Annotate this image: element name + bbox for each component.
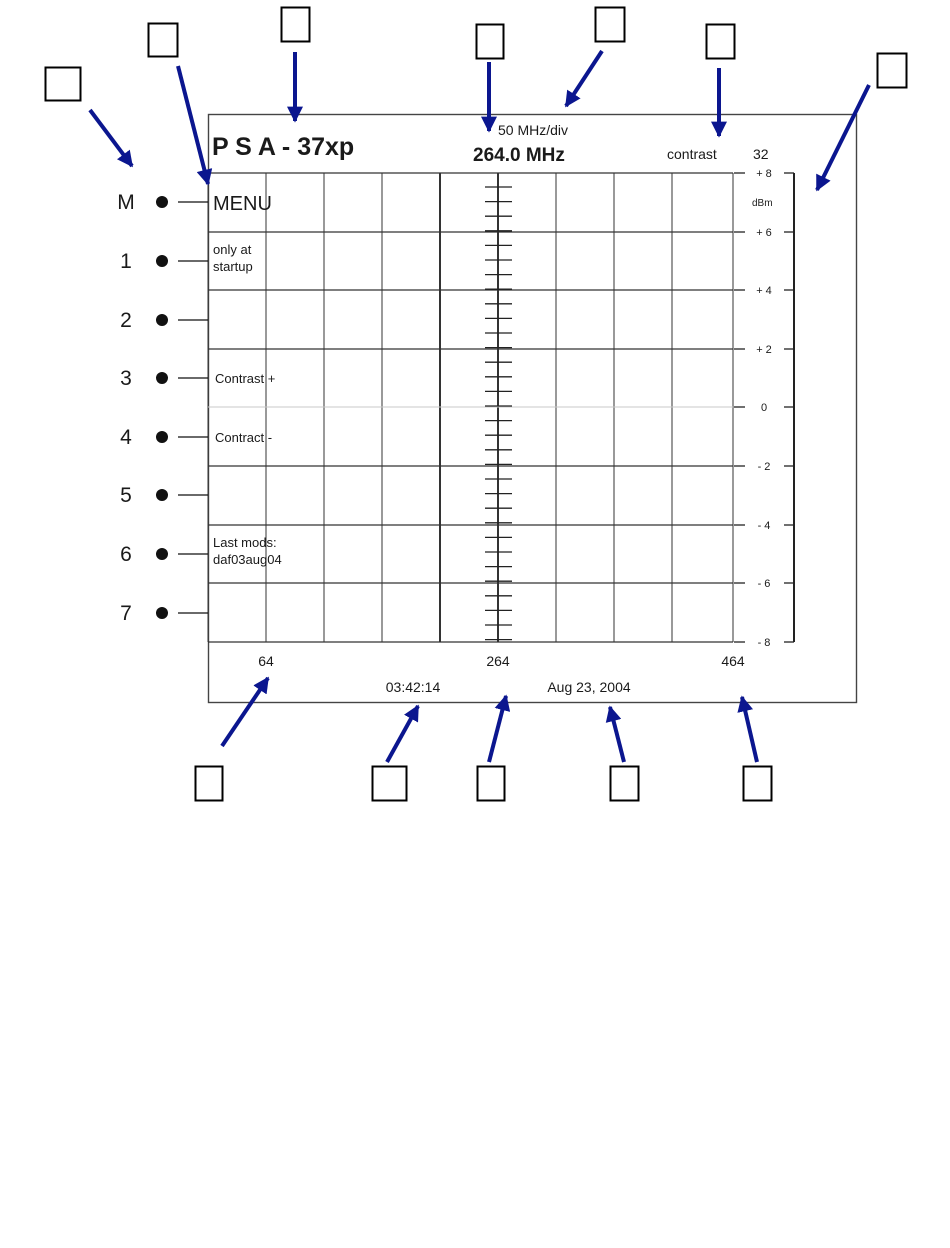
callout-arrow xyxy=(387,706,418,762)
button-dot[interactable] xyxy=(156,314,168,326)
button-dot[interactable] xyxy=(156,431,168,443)
callout-date xyxy=(610,707,639,801)
callout-right-frequency xyxy=(742,697,772,801)
model-name: P S A - 37xp xyxy=(212,133,355,161)
callout-box xyxy=(46,68,81,101)
button-dot[interactable] xyxy=(156,255,168,267)
soft-button-3[interactable] xyxy=(120,367,275,390)
button-dot[interactable] xyxy=(156,489,168,501)
callout-box xyxy=(744,767,772,801)
db-label: - 8 xyxy=(757,637,771,649)
callout-box xyxy=(611,767,639,801)
callout-box xyxy=(707,25,735,59)
freq-label-center: 264 xyxy=(486,653,510,669)
callout-box xyxy=(149,24,178,57)
frequency-span: 50 MHz/div xyxy=(498,122,569,138)
soft-button-m[interactable] xyxy=(117,191,272,215)
db-label: - 2 xyxy=(757,461,771,473)
callout-box xyxy=(477,25,504,59)
callout-arrow xyxy=(90,110,132,166)
callout-button-keys xyxy=(46,68,133,167)
callout-contrast-setting xyxy=(707,25,735,137)
callout-level-scale xyxy=(817,54,907,191)
callout-arrow xyxy=(817,85,869,190)
button-label: startup xyxy=(213,259,253,274)
button-key: 7 xyxy=(120,602,132,625)
soft-buttons xyxy=(117,191,281,625)
button-label: only at xyxy=(213,242,252,257)
db-label: + 8 xyxy=(756,168,772,180)
contrast-value: 32 xyxy=(753,146,769,162)
freq-label-left: 64 xyxy=(258,653,274,669)
button-dot[interactable] xyxy=(156,372,168,384)
soft-button-4[interactable] xyxy=(120,426,272,449)
db-label: - 4 xyxy=(757,520,771,532)
time-readout: 03:42:14 xyxy=(385,679,441,695)
db-label: 0 xyxy=(760,402,768,414)
soft-button-2[interactable] xyxy=(120,309,208,332)
callout-arrow xyxy=(222,678,268,746)
button-key: 3 xyxy=(120,367,132,390)
button-label: Last mods: xyxy=(213,535,277,550)
db-label: - 6 xyxy=(757,578,771,590)
button-key: 6 xyxy=(120,543,132,566)
callout-time xyxy=(373,706,419,801)
button-label: daf03aug04 xyxy=(213,552,282,567)
grid xyxy=(208,173,733,642)
callout-center-frequency-marker xyxy=(478,696,507,801)
callout-box xyxy=(282,8,310,42)
callout-arrow xyxy=(489,696,506,762)
callout-box xyxy=(196,767,223,801)
button-dot[interactable] xyxy=(156,548,168,560)
button-label: Contrast + xyxy=(215,371,276,386)
callout-box xyxy=(478,767,505,801)
soft-button-6[interactable] xyxy=(120,535,282,567)
callout-frequency-span xyxy=(566,8,625,107)
soft-button-7[interactable] xyxy=(120,602,208,625)
callout-model-name xyxy=(282,8,310,122)
callout-box xyxy=(596,8,625,42)
button-key: M xyxy=(117,191,135,214)
freq-label-right: 464 xyxy=(721,653,745,669)
menu-title: MENU xyxy=(213,193,272,215)
callout-left-frequency xyxy=(196,678,269,801)
button-key: 4 xyxy=(120,426,132,449)
soft-button-5[interactable] xyxy=(120,484,208,507)
unit-label: dBm xyxy=(752,198,773,209)
callout-box xyxy=(373,767,407,801)
date-readout: Aug 23, 2004 xyxy=(547,679,631,695)
db-label: + 4 xyxy=(756,285,772,297)
callout-arrow xyxy=(742,697,757,762)
callout-box xyxy=(878,54,907,88)
callout-arrow xyxy=(566,51,602,106)
level-scale xyxy=(734,168,794,649)
callouts xyxy=(46,8,907,801)
callout-menu-labels xyxy=(149,24,209,185)
center-frequency: 264.0 MHz xyxy=(473,145,565,166)
button-key: 5 xyxy=(120,484,132,507)
callout-arrow xyxy=(178,66,208,184)
callout-arrow xyxy=(610,707,624,762)
button-dot[interactable] xyxy=(156,607,168,619)
button-label: Contract - xyxy=(215,430,273,445)
button-key: 2 xyxy=(120,309,132,332)
db-label: + 2 xyxy=(756,344,772,356)
db-label: + 6 xyxy=(756,227,772,239)
soft-button-1[interactable] xyxy=(120,242,253,274)
contrast-label: contrast xyxy=(667,146,717,162)
button-dot[interactable] xyxy=(156,196,168,208)
button-key: 1 xyxy=(120,250,132,273)
